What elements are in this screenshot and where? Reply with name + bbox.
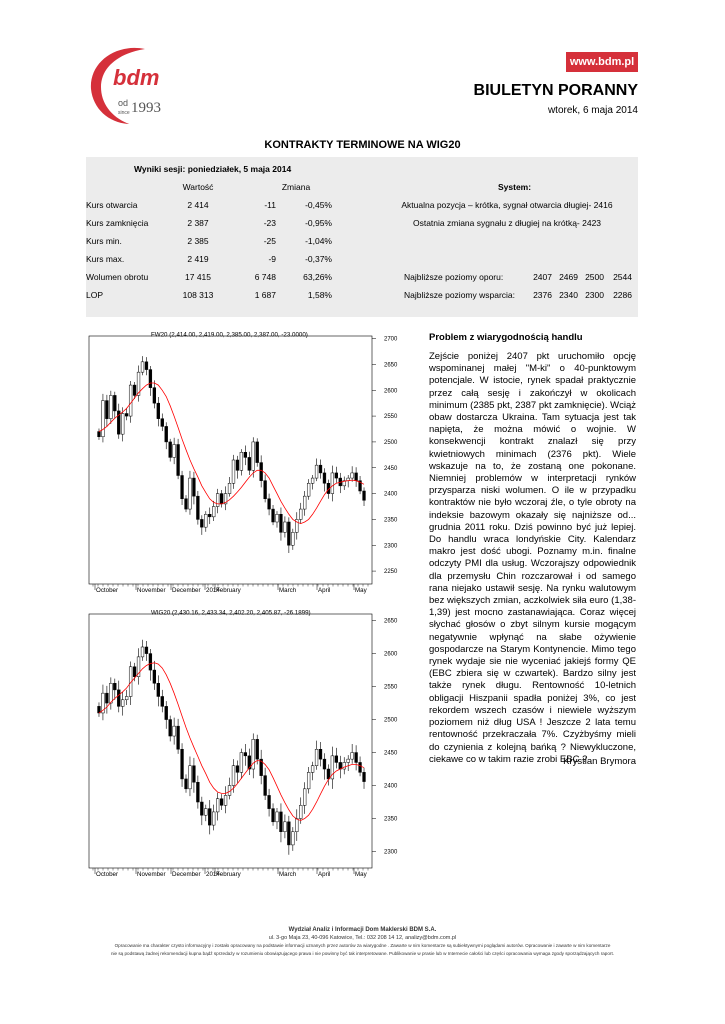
- candle-body: [232, 460, 235, 483]
- candle-body: [145, 362, 148, 370]
- y-tick-label: 2500: [384, 717, 398, 724]
- y-tick-label: 2350: [384, 816, 398, 823]
- candle-body: [280, 514, 283, 532]
- logo-since-prefix: od: [118, 98, 129, 108]
- fw20-chart: [86, 326, 416, 606]
- candle-body: [284, 822, 287, 832]
- x-tick-label: May: [355, 871, 367, 878]
- candle-body: [161, 696, 164, 706]
- row-change: -11: [264, 200, 276, 210]
- candle-body: [280, 812, 283, 832]
- x-tick-label: April: [318, 871, 331, 878]
- row-value: 2 414: [187, 200, 209, 210]
- x-tick-label: February: [216, 871, 241, 878]
- candle-body: [185, 779, 188, 789]
- candle-body: [153, 388, 156, 404]
- candle-body: [244, 753, 247, 756]
- candle-body: [181, 749, 184, 779]
- candle-body: [303, 496, 306, 509]
- candle-body: [185, 499, 188, 509]
- support-level: 2300: [585, 290, 604, 300]
- candle-body: [224, 795, 227, 805]
- site-url-badge[interactable]: www.bdm.pl: [566, 52, 638, 72]
- support-level: 2376: [533, 290, 552, 300]
- bdm-logo: [85, 45, 175, 125]
- candle-body: [125, 696, 128, 699]
- candle-body: [363, 491, 366, 500]
- row-change: -23: [263, 218, 276, 228]
- y-tick-label: 2650: [384, 618, 398, 625]
- x-tick-label: November: [137, 871, 166, 878]
- candle-body: [109, 683, 112, 703]
- candle-body: [351, 473, 354, 478]
- candle-body: [256, 739, 259, 759]
- support-label: Najbliższe poziomy wsparcia:: [404, 290, 516, 300]
- candle-body: [220, 494, 223, 504]
- x-tick-label: December: [172, 871, 201, 878]
- candle-body: [189, 766, 192, 789]
- x-tick-label: December: [172, 587, 201, 594]
- candle-body: [196, 782, 199, 802]
- candle-body: [169, 442, 172, 458]
- candle-body: [236, 766, 239, 773]
- row-pct: 63,26%: [303, 272, 332, 282]
- candle-body: [355, 753, 358, 763]
- candle-body: [173, 445, 176, 458]
- row-value: 2 385: [187, 236, 209, 246]
- candle-body: [98, 432, 101, 437]
- x-tick-label: November: [137, 587, 166, 594]
- moving-average-line: [99, 383, 364, 524]
- footer: [0, 926, 725, 958]
- footer-disclaimer-1: Opracowanie ma charakter czysto informacyjny i zostało opracowany na podstawie informacji uznanych przez autorów za wiarygodne . Zawarte w nim komentarze są subiektywnymi poglądami autorów. Opracowanie i zawarte w nim komentarze: [114, 943, 611, 948]
- resistance-level: 2469: [559, 272, 578, 282]
- candle-body: [264, 481, 267, 499]
- candle-body: [319, 749, 322, 759]
- candle-body: [105, 401, 108, 419]
- candle-body: [276, 812, 279, 822]
- candle-body: [149, 370, 152, 388]
- system-last-change: Ostatnia zmiana sygnału z długiej na krótką- 2423: [412, 218, 602, 228]
- candle-body: [248, 457, 251, 470]
- candle-body: [236, 460, 239, 470]
- session-results-table: [86, 157, 638, 317]
- y-tick-label: 2300: [384, 849, 398, 856]
- candle-body: [268, 795, 271, 808]
- candle-body: [204, 514, 207, 527]
- candle-body: [303, 789, 306, 805]
- y-tick-label: 2400: [384, 491, 398, 498]
- candle-body: [240, 753, 243, 773]
- y-tick-label: 2450: [384, 750, 398, 757]
- candle-body: [260, 463, 263, 481]
- candle-body: [105, 693, 108, 703]
- candle-body: [125, 414, 128, 417]
- col-change-header: Zmiana: [281, 182, 311, 192]
- system-position: Aktualna pozycja – krótka, sygnał otwarcia długiej- 2416: [401, 200, 613, 210]
- y-tick-label: 2600: [384, 651, 398, 658]
- row-label: Wolumen obrotu: [86, 272, 149, 282]
- candle-body: [264, 776, 267, 796]
- y-tick-label: 2250: [384, 569, 398, 576]
- candle-body: [335, 756, 338, 763]
- candle-body: [347, 759, 350, 762]
- candle-body: [256, 442, 259, 463]
- x-tick-label: 2014: [206, 871, 220, 878]
- candle-body: [291, 532, 294, 545]
- candle-body: [109, 395, 112, 418]
- bulletin-date: wtorek, 6 maja 2014: [547, 105, 638, 116]
- candle-body: [343, 762, 346, 769]
- candle-body: [208, 514, 211, 517]
- candle-body: [165, 426, 168, 442]
- support-level: 2286: [613, 290, 632, 300]
- candle-body: [351, 753, 354, 760]
- row-pct: -0,37%: [305, 254, 332, 264]
- candle-body: [113, 395, 116, 411]
- footer-address: ul. 3-go Maja 23, 40-096 Katowice, Tel.: 032 208 14 12, analizy@bdm.com.pl: [268, 935, 457, 941]
- candle-body: [121, 700, 124, 707]
- row-pct: -0,95%: [305, 218, 332, 228]
- logo-since-year: 1993: [131, 100, 161, 116]
- candle-body: [165, 706, 168, 719]
- x-tick-label: October: [96, 587, 119, 594]
- row-pct: -1,04%: [305, 236, 332, 246]
- x-tick-label: May: [355, 587, 367, 594]
- row-label: Kurs zamknięcia: [86, 218, 149, 228]
- plot-frame: [89, 336, 372, 584]
- candle-body: [291, 832, 294, 845]
- candle-body: [102, 401, 105, 437]
- row-change: -25: [263, 236, 276, 246]
- candle-body: [311, 478, 314, 483]
- logo-since-small: since: [118, 110, 130, 116]
- candle-body: [173, 726, 176, 736]
- candle-body: [181, 476, 184, 499]
- article-body: Zejście poniżej 2407 pkt uruchomiło opcję wspominanej małej "M-ki" o 40-punktowym potencjale. W istocie, rynek spadał praktycznie przez całą sesję i zakończył w okolicach minimum (2385 pkt, 2387 pkt zamknięcie). Wciąż obaw dostarcza Ukraina. Tam sytuacja jest tak napięta, że można mówić o wojnie. W konsekwencji kontrakt znalazł się przy kwietniowych minimach (2376 pkt). Wiele wskazuje na to, że zostaną one pokonane. Niemniej problemów w interpretacji rynków przysparza niski wolumen. O ile w przypadku kontraktów nie było wczoraj źle, o tyle obroty na indeksie bazowym okazały się najniższe od... grudnia 2011 roku. Dziś powinno być już lepiej. Do handlu wraca londyńskie City. Kalendarz makro jest dość ubogi. Poznamy m.in. finalne odczyty PMI dla usług. Wczorajszy odpowiednik dla przemysłu Chin rozczarował i od samego rana niejako ustawił sesję. Na rynku walutowym bez większych zmian, aczkolwiek siła euro (1,38-1,39) jest mocno zastanawiająca. Coraz więcej słychać głosów o zbyt silnym kursie mogącym negatywnie wpłynąć na słabe ożywienie gospodarcze na Starym Kontynencie. Mimo tego rynek wydaje sie nie wyceniać jakiejś formy QE (EBC zbiera się w czwartek). Bardzo silny jest także rynek długu. Rentowność 10-letnich obligacji Hiszpanii spadła poniżej 3%, co jest rekordem wszech czasów i niewiele wyższym poziomem niż dług USA ! Jeszcze 2 lata temu rentowność przekraczała 7%. Czyżbyśmy mieli do czynienia z kolejną bańką ? Niewykluczone, ciekawe co w takim razie zrobi EBC ?: [429, 351, 636, 765]
- logo-brand: bdm: [113, 65, 160, 90]
- candle-body: [220, 799, 223, 806]
- x-tick-label: March: [279, 871, 297, 878]
- section-title: KONTRAKTY TERMINOWE NA WIG20: [264, 139, 461, 151]
- row-label: Kurs min.: [86, 236, 122, 246]
- candle-body: [287, 522, 290, 545]
- row-label: Kurs otwarcia: [86, 200, 138, 210]
- y-tick-label: 2650: [384, 362, 398, 369]
- row-pct: -0,45%: [305, 200, 332, 210]
- candle-body: [323, 759, 326, 769]
- resistance-label: Najbliższe poziomy oporu:: [404, 272, 504, 282]
- support-level: 2340: [559, 290, 578, 300]
- candle-body: [193, 478, 196, 496]
- candle-body: [323, 473, 326, 483]
- candle-body: [252, 442, 255, 470]
- candle-body: [363, 772, 366, 781]
- candle-body: [121, 414, 124, 435]
- row-label: Kurs max.: [86, 254, 125, 264]
- candle-body: [276, 514, 279, 522]
- candle-body: [189, 478, 192, 509]
- candle-body: [196, 496, 199, 519]
- candle-body: [200, 519, 203, 527]
- y-tick-label: 2400: [384, 783, 398, 790]
- session-heading: Wyniki sesji: poniedziałek, 5 maja 2014: [134, 164, 292, 174]
- candle-body: [331, 473, 334, 494]
- resistance-level: 2407: [533, 272, 552, 282]
- footer-company: Wydział Analiz i Informacji Dom Maklerski BDM S.A.: [288, 927, 437, 933]
- chart-title: FW20 (2,414.00, 2,419.00, 2,385.00, 2,387.00, -23.0000): [151, 331, 308, 339]
- y-tick-label: 2450: [384, 465, 398, 472]
- candle-body: [307, 772, 310, 788]
- candle-body: [359, 762, 362, 772]
- row-label: LOP: [86, 290, 104, 300]
- candle-body: [117, 690, 120, 706]
- row-pct: 1,58%: [307, 290, 332, 300]
- candle-body: [157, 683, 160, 696]
- candle-body: [113, 683, 116, 690]
- candle-body: [161, 419, 164, 427]
- resistance-level: 2544: [613, 272, 632, 282]
- chart-title: WIG20 (2,430.16, 2,433.34, 2,402.20, 2,405.87, -26.1899): [151, 609, 311, 617]
- row-change: 1 687: [254, 290, 276, 300]
- x-tick-label: April: [318, 587, 331, 594]
- candle-body: [335, 473, 338, 478]
- candle-body: [268, 499, 271, 509]
- y-tick-label: 2500: [384, 439, 398, 446]
- x-tick-label: March: [279, 587, 297, 594]
- candle-body: [149, 654, 152, 670]
- y-tick-label: 2350: [384, 517, 398, 524]
- row-change: -9: [268, 254, 276, 264]
- candle-body: [355, 473, 358, 481]
- candle-body: [193, 766, 196, 782]
- candle-body: [200, 802, 203, 815]
- candle-body: [244, 452, 247, 457]
- candle-body: [311, 766, 314, 773]
- candle-body: [299, 805, 302, 818]
- row-value: 2 387: [187, 218, 209, 228]
- candle-body: [204, 809, 207, 816]
- candle-body: [272, 809, 275, 822]
- col-system-header: System:: [498, 182, 532, 192]
- candle-body: [177, 445, 180, 476]
- footer-disclaimer-2: nie są podstawą żadnej rekomendacji kupna bądź sprzedaży w rozumieniu obowiązującego prawa i nie powinny być tak interpretowane. Publikowanie w prasie lub w Internecie całości lub części opracowania wymaga zgody sporządzających raport.: [110, 951, 615, 956]
- candle-body: [157, 403, 160, 419]
- y-tick-label: 2550: [384, 414, 398, 421]
- candle-body: [141, 647, 144, 657]
- candle-body: [295, 819, 298, 832]
- candle-body: [232, 766, 235, 786]
- y-tick-label: 2550: [384, 684, 398, 691]
- candle-body: [141, 362, 144, 372]
- moving-average-line: [99, 663, 364, 821]
- candle-body: [133, 667, 136, 677]
- candle-body: [299, 509, 302, 519]
- candle-body: [216, 494, 219, 507]
- candle-body: [228, 483, 231, 493]
- y-tick-label: 2600: [384, 388, 398, 395]
- candle-body: [339, 762, 342, 769]
- candle-body: [315, 749, 318, 765]
- row-change: 6 748: [254, 272, 276, 282]
- candle-body: [169, 720, 172, 736]
- candle-body: [315, 465, 318, 478]
- candle-body: [133, 385, 136, 395]
- row-value: 2 419: [187, 254, 209, 264]
- article-author: Krystian Brymora: [563, 756, 636, 767]
- candle-body: [212, 507, 215, 517]
- candle-body: [177, 726, 180, 749]
- row-value: 17 415: [185, 272, 211, 282]
- candle-body: [216, 799, 219, 812]
- candle-body: [240, 452, 243, 470]
- article-title: Problem z wiarygodnością handlu: [429, 332, 583, 343]
- candle-body: [153, 670, 156, 683]
- candle-body: [208, 809, 211, 825]
- candle-body: [319, 465, 322, 473]
- candle-body: [272, 509, 275, 522]
- resistance-level: 2500: [585, 272, 604, 282]
- x-tick-label: February: [216, 587, 241, 594]
- candle-body: [129, 385, 132, 416]
- y-tick-label: 2300: [384, 543, 398, 550]
- bulletin-title: BIULETYN PORANNY: [473, 82, 638, 99]
- candle-body: [284, 522, 287, 532]
- x-tick-label: October: [96, 871, 119, 878]
- x-tick-label: 2014: [206, 587, 220, 594]
- candle-body: [287, 822, 290, 845]
- y-tick-label: 2700: [384, 336, 398, 343]
- candle-body: [307, 483, 310, 496]
- plot-frame: [89, 614, 372, 868]
- row-value: 108 313: [182, 290, 214, 300]
- candle-body: [145, 647, 148, 654]
- candle-body: [212, 812, 215, 825]
- candle-body: [327, 769, 330, 779]
- col-value-header: Wartość: [182, 182, 214, 192]
- wig20-chart: [86, 604, 416, 890]
